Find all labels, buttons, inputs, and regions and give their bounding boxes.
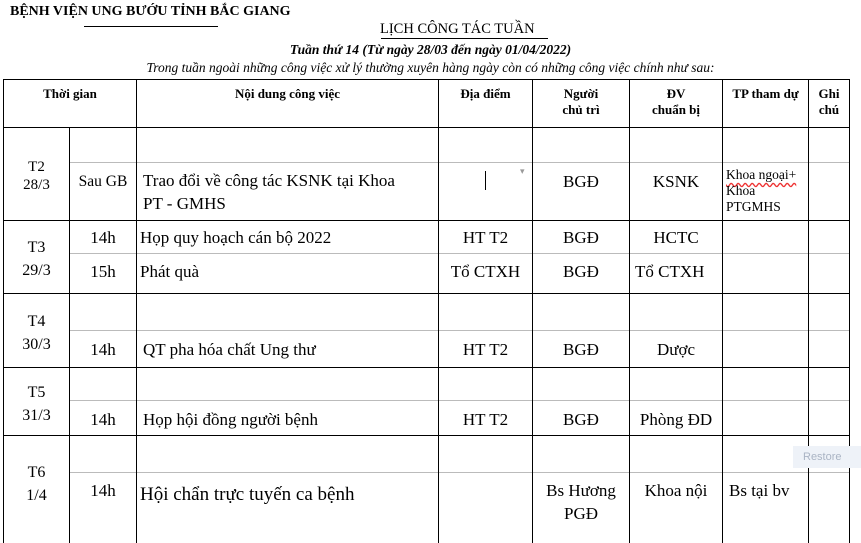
row-divider <box>70 162 849 163</box>
chair-line2: PGĐ <box>563 504 598 523</box>
header-chair-line2: chủ trì <box>562 102 600 117</box>
content-cell[interactable]: Hội chẩn trực tuyến ca bệnh <box>140 484 355 505</box>
chair-cell: BGĐ <box>563 410 599 429</box>
day-t2 <box>4 158 69 194</box>
header-prep-line1: ĐV <box>666 86 686 101</box>
row-divider <box>70 330 849 331</box>
content-cell[interactable]: Họp quy hoạch cán bộ 2022 <box>140 228 332 247</box>
content-line1: Trao đổi về công tác KSNK tại Khoa <box>143 171 395 190</box>
title-underline <box>381 38 548 39</box>
chair-cell: BGĐ <box>563 172 599 191</box>
place-cell: HT T2 <box>462 340 509 359</box>
prep-cell: KSNK <box>652 172 700 191</box>
chair-cell: BGĐ <box>563 262 599 281</box>
time-cell: 14h <box>90 228 116 247</box>
header-note-line1: Ghi <box>818 86 840 101</box>
day-date: 30/3 <box>22 336 51 353</box>
row-divider <box>70 253 849 254</box>
day-date: 28/3 <box>23 177 50 193</box>
prep-cell: Dược <box>656 340 696 359</box>
col-border <box>849 79 850 543</box>
attend-line3: PTGMHS <box>726 199 781 214</box>
header-content: Nội dung công việc <box>234 86 341 101</box>
day-t5 <box>4 381 69 427</box>
week-subtitle: Tuần thứ 14 (Từ ngày 28/03 đến ngày 01/04/2022) <box>289 42 572 57</box>
prep-cell: Tổ CTXH <box>635 262 705 281</box>
intro-text: Trong tuần ngoài những công việc xử lý thường xuyên hàng ngày còn có những công việc chính như sau: <box>146 60 715 75</box>
day-label: T4 <box>27 313 46 330</box>
attend-line2: Khoa <box>726 183 756 198</box>
header-note <box>809 86 849 118</box>
prep-cell: HCTC <box>653 228 699 247</box>
day-label: T5 <box>27 384 46 401</box>
day-date: 1/4 <box>26 487 47 504</box>
header-chair-line1: Người <box>563 86 599 101</box>
day-t6 <box>4 461 69 507</box>
chair-line1: Bs Hương <box>546 481 616 500</box>
hospital-underline <box>84 26 218 27</box>
header-time: Thời gian <box>43 86 97 101</box>
day-label: T6 <box>27 464 46 481</box>
restore-button[interactable]: Restore <box>793 446 861 468</box>
place-cell: HT T2 <box>462 228 509 247</box>
text-cursor <box>485 171 486 190</box>
col-border <box>629 79 630 543</box>
hospital-name: BỆNH VIỆN UNG BƯỚU TỈNH BẮC GIANG <box>10 4 291 19</box>
prep-cell: Phòng ĐD <box>639 410 713 429</box>
col-border <box>438 79 439 543</box>
header-place: Địa điểm <box>460 86 511 101</box>
attend-cell: Bs tại bv <box>729 481 790 500</box>
chair-cell <box>533 479 629 525</box>
time-cell: 15h <box>90 262 116 281</box>
header-chair <box>533 86 629 118</box>
row-divider <box>70 400 849 401</box>
chair-cell: BGĐ <box>563 228 599 247</box>
time-cell: 14h <box>90 340 116 359</box>
attend-line1: Khoa ngoại+ <box>726 167 797 182</box>
day-label: T2 <box>28 159 45 175</box>
row-divider <box>70 472 849 473</box>
day-date: 31/3 <box>22 407 51 424</box>
attend-cell <box>726 167 796 215</box>
document-title: LỊCH CÔNG TÁC TUẦN <box>380 21 535 37</box>
content-cell[interactable] <box>143 169 395 215</box>
col-border <box>532 79 533 543</box>
place-cell: Tổ CTXH <box>450 262 521 281</box>
place-cell: HT T2 <box>462 410 509 429</box>
cell-dropdown-icon[interactable]: ▾ <box>520 166 525 176</box>
header-prep <box>630 86 722 118</box>
day-label: T3 <box>27 239 46 256</box>
day-t3 <box>4 236 69 282</box>
time-cell: Sau GB <box>78 173 128 190</box>
prep-cell: Khoa nội <box>644 481 708 500</box>
header-prep-line2: chuẩn bị <box>651 102 701 117</box>
content-cell[interactable]: Họp hội đồng người bệnh <box>143 410 318 429</box>
content-line2: PT - GMHS <box>143 194 226 213</box>
content-cell[interactable]: Phát quà <box>140 262 200 281</box>
header-attend: TP tham dự <box>732 86 799 101</box>
day-date: 29/3 <box>22 262 51 279</box>
chair-cell: BGĐ <box>563 340 599 359</box>
day-t4 <box>4 310 69 356</box>
time-cell: 14h <box>90 410 116 429</box>
header-note-line2: chú <box>818 102 840 117</box>
col-border <box>722 79 723 543</box>
time-cell: 14h <box>90 481 116 500</box>
col-border <box>136 79 137 543</box>
content-cell[interactable]: QT pha hóa chất Ung thư <box>143 340 316 359</box>
col-border <box>808 79 809 543</box>
